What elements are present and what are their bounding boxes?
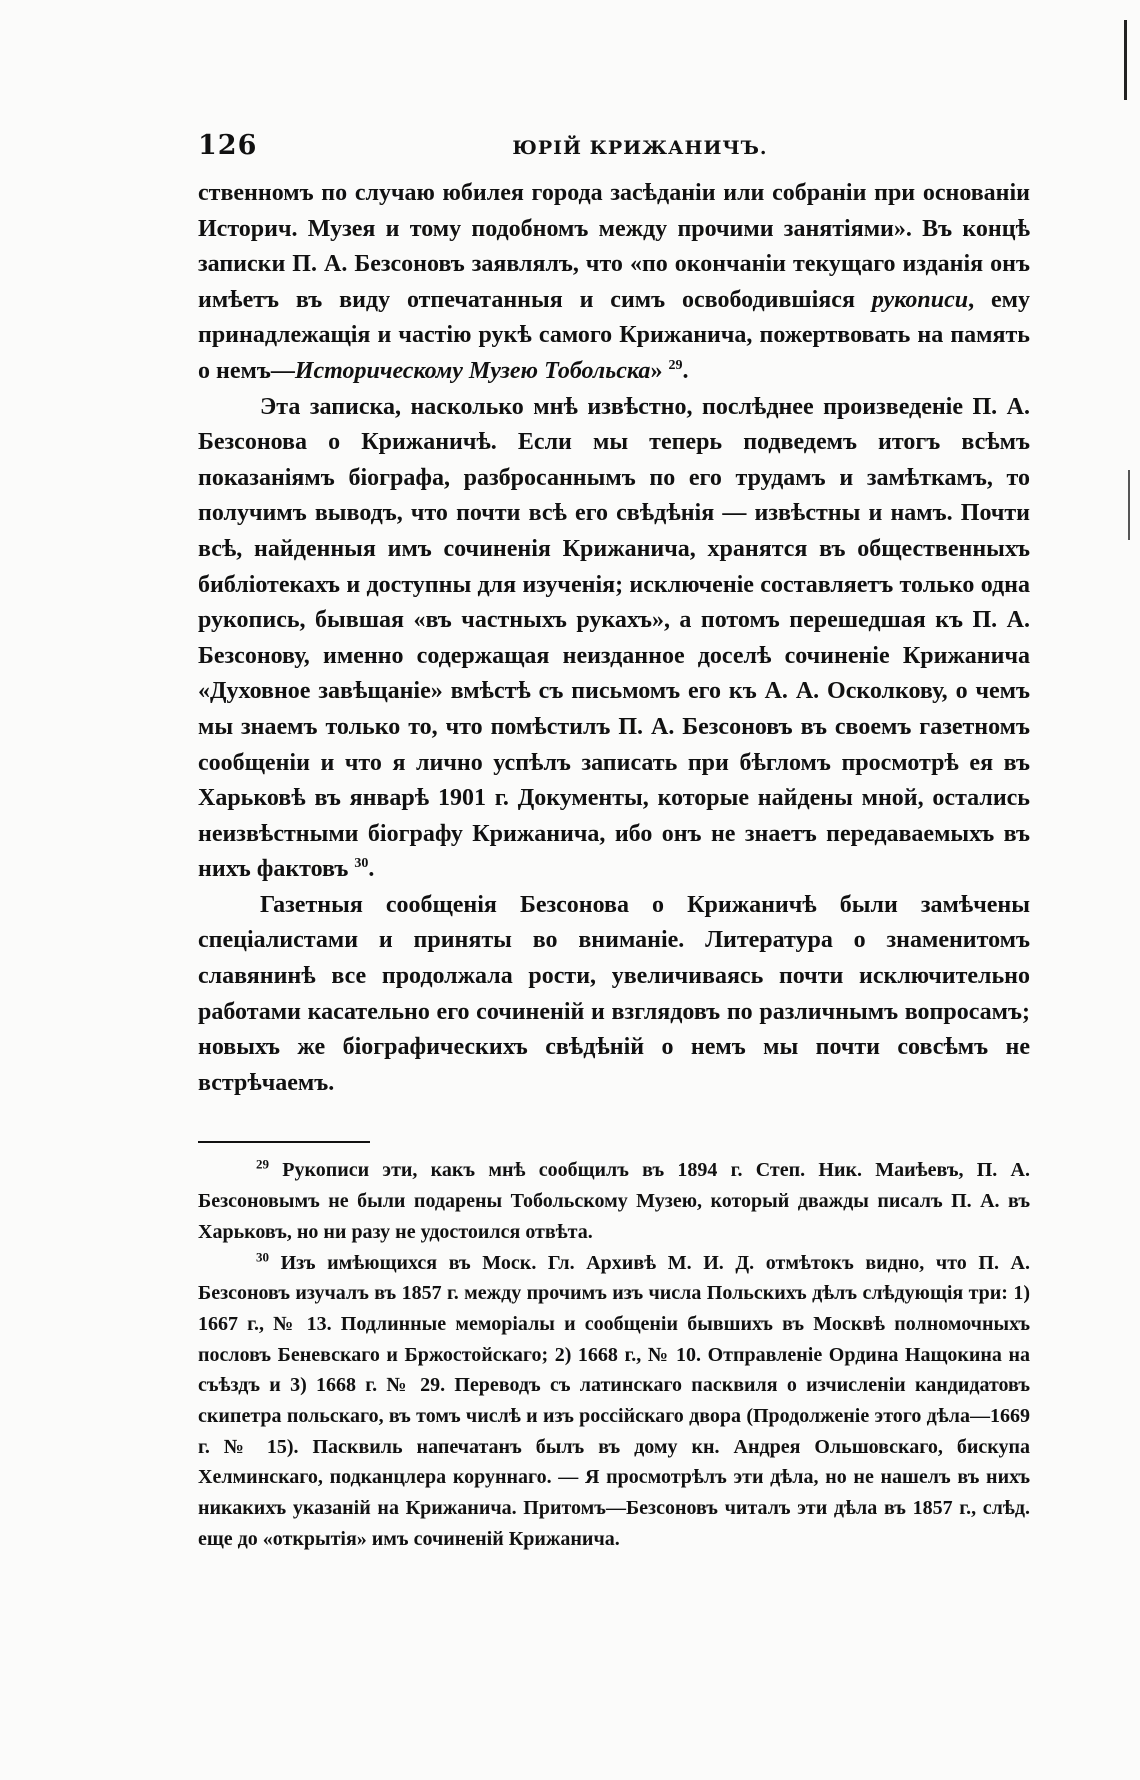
italic-text: рукописи (871, 286, 969, 313)
page-number: 126 (198, 130, 258, 161)
footnote-separator (198, 1141, 370, 1143)
scan-edge-mark (1128, 470, 1130, 540)
footnote-marker: 30 (256, 1248, 269, 1264)
footnote-text: Изъ имѣющихся въ Моск. Гл. Архивѣ М. И. Д. отмѣтокъ видно, что П. А. Безсоновъ изучалъ въ 1857 г. между прочимъ изъ числа Польскихъ дѣлъ слѣдующія три: 1) 1667 г., № 13. Подлинные меморіалы и сообщеніи бывшихъ въ Москвѣ полномочныхъ пословъ Беневскаго и Бржостойскаго; 2) 1668 г., № 10. Отправленіе Ордина Нащокина на съѣздъ и 3) 1668 г. № 29. Переводъ съ латинскаго пасквиля о изчисленіи кандидатовъ скипетра польскаго, въ томъ числѣ и изъ россійскаго двора (Продолженіе этого дѣла—1669 г. № 15). Пасквиль напечатанъ былъ въ дому кн. Андрея Ольшовскаго, бискупа Хелминскаго, подканцлера коруннаго. — Я просмотрѣлъ эти дѣла, но не нашелъ въ нихъ никакихъ указаній на Крижанича. Притомъ—Безсоновъ читалъ эти дѣла въ 1857 г., слѣд. еще до «открытія» имъ сочиненій Крижанича. (198, 1251, 1030, 1550)
italic-text: Историческому Музею Тобольска (294, 357, 651, 384)
text-span: ственномъ по случаю юбилея города засѣданіи или собраніи при основаніи Историч. Музея и тому подобномъ между прочими занятіями». Въ концѣ записки П. А. Безсоновъ заявлялъ, что «по окончаніи текущаго изданія онъ имѣетъ въ виду отпечатанныя и симъ освободившіяся (198, 180, 1030, 313)
scan-edge-mark (1124, 20, 1127, 100)
main-text (198, 176, 1030, 1101)
paragraph (198, 390, 1030, 888)
footnote-text: Рукописи эти, какъ мнѣ сообщилъ въ 1894 г. Степ. Ник. Маиѣевъ, П. А. Безсоновымъ не были подарены Тобольскому Музею, который дважды писалъ П. А. въ Харьковъ, но ни разу не удостоился отвѣта. (198, 1159, 1030, 1243)
book-page (198, 130, 1030, 1555)
footnotes (198, 1155, 1030, 1554)
footnote-ref: 29 (668, 357, 683, 373)
text-span: » (650, 357, 669, 384)
footnote-ref: 30 (354, 856, 369, 872)
text-span: . (682, 357, 689, 384)
text-span: , ему принадлежащія и частію рукѣ самого Крижанича, пожертвовать на память о немъ— (198, 286, 1030, 384)
text-span: Газетныя сообщенія Безсонова о Крижаничѣ были замѣчены спеціалистами и приняты во вниманіе. Литература о знаменитомъ славянинѣ все продолжала рости, увеличиваясь почти исключительно работами касательно его сочиненій и взглядовъ по различнымъ вопросамъ; новыхъ же біографическихъ свѣдѣній о немъ мы почти совсѣмъ не встрѣчаемъ. (198, 891, 1030, 1096)
page-header (198, 130, 1030, 170)
text-span: Эта записка, насколько мнѣ извѣстно, послѣднее произведеніе П. А. Безсонова о Крижаничѣ. Если мы теперь подведемъ итогъ всѣмъ показаніямъ біографа, разбросаннымъ по его трудамъ и замѣткамъ, то получимъ выводъ, что почти всѣ его свѣдѣнія — извѣстны и намъ. Почти всѣ, найденныя имъ сочиненія Крижанича, хранятся въ общественныхъ библіотекахъ и доступны для изученія; исключеніе составляетъ только одна рукопись, бывшая «въ частныхъ рукахъ», а потомъ перешедшая къ П. А. Безсонову, именно содержащая неизданное доселѣ сочиненіе Крижанича «Духовное завѣщаніе» вмѣстѣ съ письмомъ его къ А. А. Осколкову, о чемъ мы знаемъ только то, что помѣстилъ П. А. Безсоновъ въ своемъ газетномъ сообщеніи и что я лично успѣлъ записать при бѣгломъ просмотрѣ ея въ Харьковѣ въ январѣ 1901 г. Документы, которые найдены мной, остались неизвѣстными біографу Крижанича, ибо онъ не знаетъ передаваемыхъ въ нихъ фактовъ (198, 393, 1030, 883)
text-span: . (368, 856, 375, 883)
running-title: ЮРІЙ КРИЖАНИЧЪ. (512, 137, 768, 159)
footnote (198, 1155, 1030, 1247)
footnote (198, 1248, 1030, 1555)
paragraph (198, 888, 1030, 1102)
footnote-marker: 29 (256, 1156, 269, 1172)
paragraph (198, 176, 1030, 390)
